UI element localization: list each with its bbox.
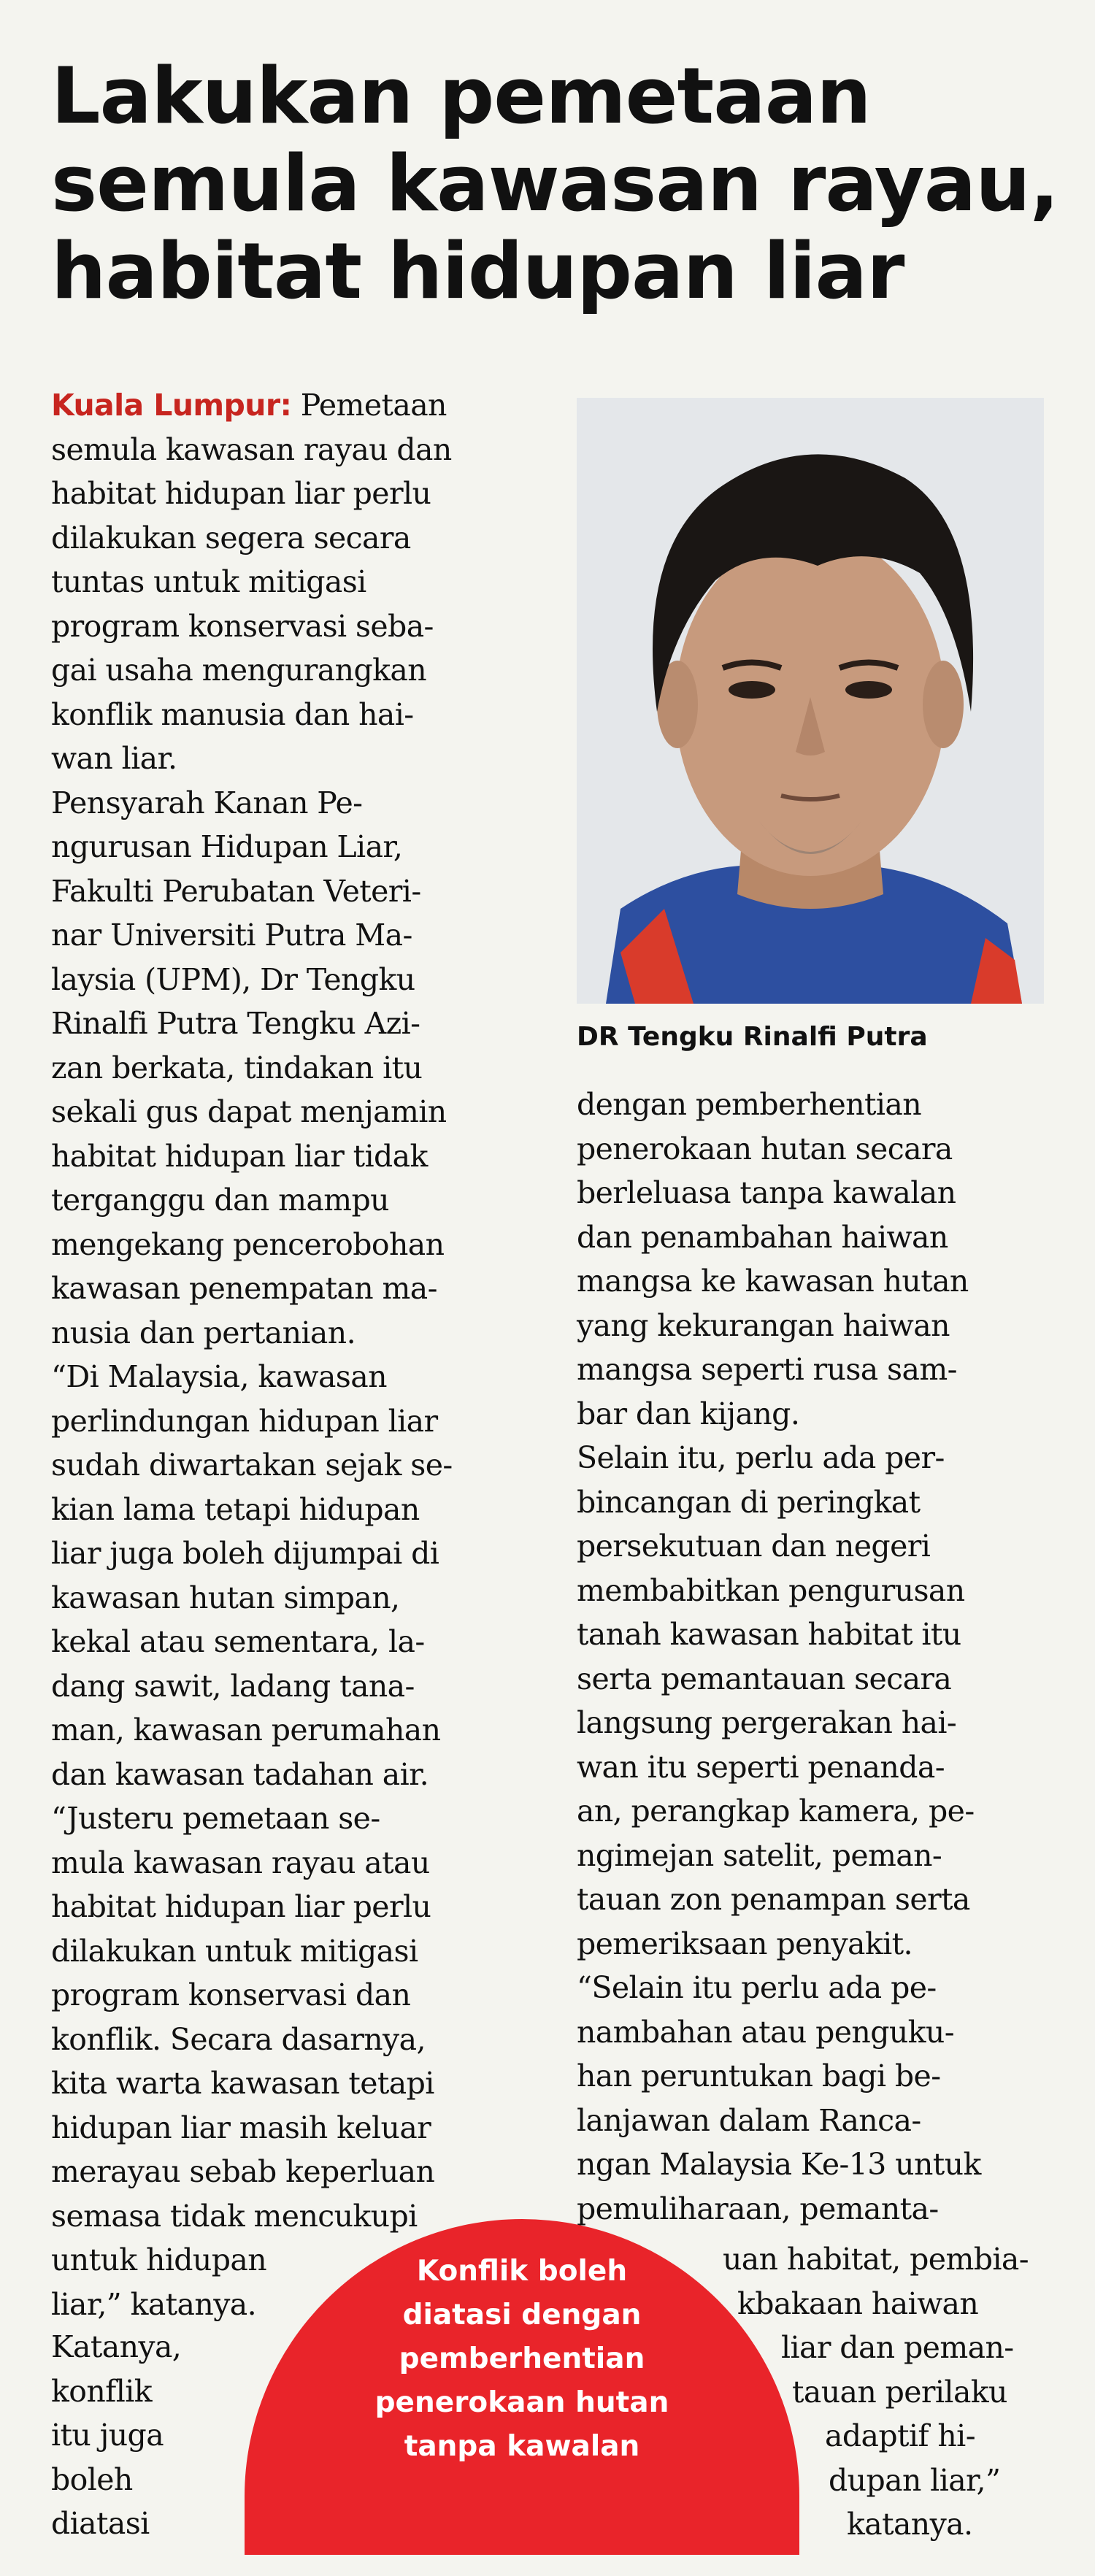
headline-line-3: habitat hidupan liar <box>51 226 904 316</box>
article-line: “Selain itu perlu ada pe- <box>577 1970 937 2005</box>
article-line: dilakukan segera secara <box>51 520 411 555</box>
article-line: kawasan penempatan ma- <box>51 1271 437 1306</box>
article-line: habitat hidupan liar perlu <box>51 476 431 511</box>
article-line: perlindungan hidupan liar <box>51 1403 438 1439</box>
article-line: gai usaha mengurangkan <box>51 653 426 688</box>
article-line: dang sawit, ladang tana- <box>51 1668 415 1704</box>
article-line: dupan liar,” <box>829 2462 1001 2498</box>
article-line: nambahan atau penguku- <box>577 2014 954 2050</box>
article-line: persekutuan dan negeri <box>577 1529 931 1564</box>
article-line: mula kawasan rayau atau <box>51 1845 430 1880</box>
article-line: program konservasi dan <box>51 1977 411 2012</box>
article-line: penerokaan hutan secara <box>577 1131 953 1166</box>
article-line: tauan zon penampan serta <box>577 1882 970 1917</box>
article-line: nusia dan pertanian. <box>51 1315 356 1350</box>
article-line: bar dan kijang. <box>577 1396 800 1431</box>
article-line: ngan Malaysia Ke-13 untuk <box>577 2147 981 2182</box>
article-line: “Justeru pemetaan se- <box>51 1801 380 1836</box>
article-line: han peruntukan bagi be- <box>577 2058 941 2094</box>
article-line: wan liar. <box>51 741 177 776</box>
article-line: adaptif hi- <box>825 2418 975 2453</box>
article-line: mangsa seperti rusa sam- <box>577 1352 957 1387</box>
article-line: Rinalfi Putra Tengku Azi- <box>51 1006 420 1041</box>
article-line: yang kekurangan haiwan <box>577 1307 950 1343</box>
article-line: pemeriksaan penyakit. <box>577 1926 912 1961</box>
article-line: serta pemantauan secara <box>577 1661 952 1696</box>
article-line: pemuliharaan, pemanta- <box>577 2191 939 2226</box>
pull-quote-callout <box>245 2219 799 2555</box>
article-left-column <box>51 383 533 2326</box>
pull-quote-line: pemberhentian <box>399 2342 645 2375</box>
article-line: mangsa ke kawasan hutan <box>577 1264 969 1299</box>
article-line: liar dan peman- <box>781 2330 1014 2365</box>
portrait-illustration <box>577 398 1044 1004</box>
article-line: kawasan hutan simpan, <box>51 1580 400 1615</box>
article-line: Selain itu, perlu ada per- <box>577 1440 945 1475</box>
photo-caption: DR Tengku Rinalfi Putra <box>577 1022 928 1052</box>
article-line: kian lama tetapi hidupan <box>51 1491 420 1527</box>
article-line: habitat hidupan liar perlu <box>51 1889 431 1924</box>
article-line: konflik. Secara dasarnya, <box>51 2021 426 2057</box>
article-line: kita warta kawasan tetapi <box>51 2066 434 2101</box>
article-line: untuk hidupan <box>51 2242 267 2277</box>
article-line: ngurusan Hidupan Liar, <box>51 829 403 864</box>
article-line: wan itu seperti penanda- <box>577 1749 945 1785</box>
article-line: kbakaan haiwan <box>737 2285 979 2321</box>
article-line: laysia (UPM), Dr Tengku <box>51 961 415 997</box>
article-line: hidupan liar masih keluar <box>51 2110 431 2145</box>
article-line: mengekang pencerobohan <box>51 1226 445 1262</box>
article-line: lanjawan dalam Ranca- <box>577 2102 921 2138</box>
article-line: habitat hidupan liar tidak <box>51 1138 428 1174</box>
article-line: Pensyarah Kanan Pe- <box>51 785 363 820</box>
dateline: Kuala Lumpur: <box>51 388 292 423</box>
article-line: bincangan di peringkat <box>577 1484 921 1520</box>
article-line: sekali gus dapat menjamin <box>51 1094 447 1129</box>
article-line: semasa tidak mencukupi <box>51 2198 418 2234</box>
article-line: nar Universiti Putra Ma- <box>51 918 412 953</box>
article-line: membabitkan pengurusan <box>577 1572 965 1608</box>
article-line: konflik <box>51 2373 152 2409</box>
article-line: dilakukan untuk mitigasi <box>51 1933 418 1969</box>
pull-quote-text <box>245 2250 799 2469</box>
article-line: tauan perilaku <box>792 2374 1007 2410</box>
article-line: katanya. <box>847 2507 973 2542</box>
article-right-column <box>577 1083 1058 2231</box>
article-line: berleluasa tanpa kawalan <box>577 1175 956 1210</box>
headline-line-1: Lakukan pemetaan <box>51 51 871 141</box>
portrait-photo <box>577 398 1044 1004</box>
article-line: tanah kawasan habitat itu <box>577 1617 961 1652</box>
article-line: Fakulti Perubatan Veteri- <box>51 873 421 909</box>
article-line: kekal atau sementara, la- <box>51 1624 425 1659</box>
article-line: sudah diwartakan sejak se- <box>51 1447 453 1483</box>
article-line: boleh <box>51 2461 133 2497</box>
article-line: tuntas untuk mitigasi <box>51 564 366 599</box>
article-line <box>51 383 533 428</box>
pull-quote-line: penerokaan hutan <box>374 2386 669 2419</box>
article-line: konflik manusia dan hai- <box>51 696 414 732</box>
article-line: itu juga <box>51 2418 164 2453</box>
article-line: liar juga boleh dijumpai di <box>51 1536 439 1571</box>
article-line: dan kawasan tadahan air. <box>51 1756 429 1792</box>
article-line: dengan pemberhentian <box>577 1087 922 1122</box>
article-line: liar,” katanya. <box>51 2286 257 2322</box>
pull-quote-line: diatasi dengan <box>402 2299 642 2331</box>
article-line: diatasi <box>51 2506 150 2541</box>
article-line: program konservasi seba- <box>51 608 434 644</box>
article-line: terganggu dan mampu <box>51 1183 389 1218</box>
article-line: dan penambahan haiwan <box>577 1219 948 1255</box>
pull-quote-line: tanpa kawalan <box>404 2430 640 2463</box>
article-line-text: Pemetaan <box>291 388 447 423</box>
article-line: zan berkata, tindakan itu <box>51 1050 423 1085</box>
pull-quote-line: Konflik boleh <box>416 2255 628 2288</box>
article-line: semula kawasan rayau dan <box>51 431 452 467</box>
article-line: merayau sebab keperluan <box>51 2154 435 2189</box>
article-line: an, perangkap kamera, pe- <box>577 1793 975 1829</box>
article-line: ngimejan satelit, peman- <box>577 1837 942 1873</box>
article-line: “Di Malaysia, kawasan <box>51 1359 387 1394</box>
article-line: langsung pergerakan hai- <box>577 1705 957 1740</box>
article-line: man, kawasan perumahan <box>51 1712 441 1748</box>
headline-line-2: semula kawasan rayau, <box>51 139 1059 228</box>
article-line: Katanya, <box>51 2329 182 2364</box>
headline <box>51 53 1073 315</box>
article-line: uan habitat, pembia- <box>723 2242 1029 2277</box>
